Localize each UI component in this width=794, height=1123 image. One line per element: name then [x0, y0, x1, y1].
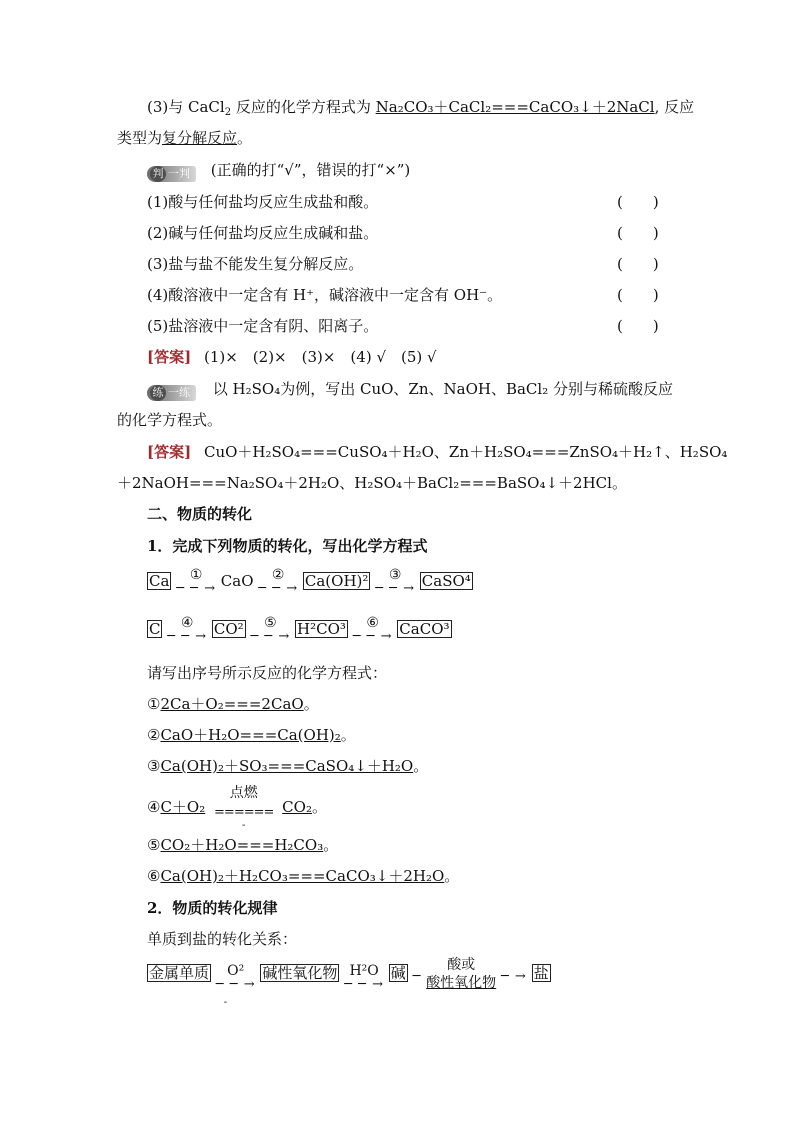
- equation-number: ⑥: [147, 867, 161, 885]
- practice-tag-big: 练: [150, 385, 166, 401]
- judge-paren: ( ): [617, 224, 659, 242]
- q3-mid: 反应的化学方程式为: [231, 98, 376, 116]
- equation-end: 。: [444, 867, 460, 885]
- judge-paren: ( ): [617, 286, 659, 304]
- chain-arrow: ⑥ ─ ─ →: [352, 615, 393, 644]
- q3-line2: [117, 128, 252, 148]
- q3-prefix: (3)与 CaCl: [147, 98, 225, 116]
- chain-node: 金属单质: [149, 964, 210, 982]
- section-heading: 二、物质的转化: [147, 505, 253, 523]
- answer-label: [答案]: [147, 443, 192, 461]
- judge-item: (3)盐与盐不能发生复分解反应。: [147, 255, 364, 273]
- judge-item: (5)盐溶液中一定含有阴、阳离子。: [147, 317, 379, 335]
- equation-4: [147, 784, 327, 830]
- practice-line2: 的化学方程式。: [117, 411, 223, 429]
- judge-tag-big: 判: [150, 166, 166, 182]
- arrow-label: ②: [271, 567, 285, 583]
- judge-answer: [147, 347, 437, 367]
- practice-answer-line2: ＋2NaOH===Na₂SO₄＋2H₂O、H₂SO₄＋BaCl₂===BaSO₄↓＋2HCl。: [117, 474, 627, 492]
- answer-label: [答案]: [147, 348, 192, 366]
- equation-text: CO₂＋H₂O===H₂CO₃: [160, 836, 324, 854]
- q3-after: , 反应: [654, 98, 695, 116]
- chain-arrow: H²O ─ ─ →: [344, 963, 384, 992]
- practice-tag-small: 一练: [168, 386, 190, 399]
- conversion-chain-3: [147, 956, 551, 1008]
- judge-instruction: (正确的打“√”，错误的打“×”): [210, 161, 411, 179]
- chain-node: CaCO³: [399, 620, 450, 638]
- q3-equation: Na₂CO₃＋CaCl₂===CaCO₃↓＋2NaCl: [375, 98, 655, 116]
- equation-end: 。: [340, 726, 356, 744]
- equation-right: CO₂: [282, 798, 312, 816]
- chain-arrow: O² ─ ─ → -: [215, 963, 256, 1008]
- chain-node: Ca: [149, 572, 170, 590]
- equation-number: ①: [147, 695, 161, 713]
- equation-text: Ca(OH)₂＋SO₃===CaSO₄↓＋H₂O: [160, 757, 414, 775]
- arrow-label: ⑥: [366, 615, 379, 631]
- equation-2: [147, 725, 356, 745]
- q3-line2-prefix: 类型为: [117, 129, 163, 147]
- practice-answer-line1: [147, 442, 727, 462]
- conversion-chain-1: [147, 566, 473, 596]
- equation-text: CaO＋H₂O===Ca(OH)₂: [160, 726, 341, 744]
- equation-number: ⑤: [147, 836, 161, 854]
- judge-item: (1)酸与任何盐均反应生成盐和酸。: [147, 193, 379, 211]
- chain-node: 碱: [390, 964, 406, 982]
- equation-number: ②: [147, 726, 161, 744]
- arrow-label: ①: [189, 567, 203, 583]
- q3-answer: 复分解反应: [162, 129, 238, 147]
- condition-bottom: 酸性氧化物: [426, 975, 497, 991]
- condition-text: 点燃: [229, 785, 258, 801]
- chain-node: 碱性氧化物: [262, 964, 338, 982]
- judge-paren: ( ): [617, 317, 659, 335]
- chain-node: 盐: [533, 964, 549, 982]
- rule-intro: 单质到盐的转化关系：: [147, 930, 298, 948]
- equation-end: 。: [323, 836, 339, 854]
- equation-6: [147, 866, 459, 886]
- chain-arrow: ③ ─ ─ →: [375, 567, 415, 596]
- chain-arrow: ─: [412, 969, 422, 984]
- judge-paren: ( ): [617, 255, 659, 273]
- equation-1: [147, 694, 319, 714]
- equation-end: 。: [311, 798, 327, 816]
- equation-end: 。: [303, 695, 319, 713]
- equation-end: 。: [413, 757, 429, 775]
- equation-left: C＋O₂: [160, 798, 206, 816]
- chain-arrow-condition: [426, 956, 496, 992]
- equations-prompt: 请写出序号所示反应的化学方程式：: [147, 664, 388, 682]
- arrow-label: ③: [388, 567, 402, 583]
- arrow-label: ⑤: [264, 615, 277, 631]
- equation-text: Ca(OH)₂＋H₂CO₃===CaCO₃↓＋2H₂O: [160, 867, 445, 885]
- judge-paren: ( ): [617, 193, 659, 211]
- equation-5: [147, 835, 338, 855]
- subheading-2: 2．物质的转化规律: [147, 899, 278, 917]
- chain-arrow: ⑤ ─ ─ →: [250, 615, 291, 644]
- equation-3: [147, 756, 428, 776]
- equation-text: 2Ca＋O₂===2CaO: [160, 695, 304, 713]
- judge-answer-text: (1)× (2)× (3)× (4) √ (5) √: [203, 348, 437, 366]
- judge-item: (2)碱与任何盐均反应生成碱和盐。: [147, 224, 379, 242]
- q3-prefix-sub: 2: [224, 107, 232, 118]
- chain-node: C: [149, 620, 161, 638]
- arrow-label: ④: [180, 615, 194, 631]
- q3-line2-end: 。: [237, 129, 253, 147]
- equation-number: ③: [147, 757, 161, 775]
- judge-tag: [147, 166, 196, 182]
- practice-tag: [147, 385, 196, 401]
- chain-node: CaSO⁴: [421, 572, 471, 590]
- chain-arrow: ─ →: [500, 969, 527, 984]
- chain-node: CaO: [220, 572, 254, 590]
- judge-item: (4)酸溶液中一定含有 H⁺，碱溶液中一定含有 OH⁻。: [147, 286, 503, 304]
- q3-line1: [147, 97, 694, 117]
- chain-arrow: ② ─ ─ →: [258, 567, 299, 596]
- subheading-1: 1．完成下列物质的转化，写出化学方程式: [147, 537, 428, 555]
- arrow-label: H²O: [349, 963, 379, 979]
- reaction-condition: 点燃 ====== -: [214, 785, 274, 831]
- practice-question: 以 H₂SO₄为例，写出 CuO、Zn、NaOH、BaCl₂ 分别与稀硫酸反应: [212, 380, 673, 398]
- chain-arrow: ① ─ ─ →: [176, 567, 217, 596]
- practice-line1: [147, 379, 673, 401]
- chain-node: CO²: [213, 620, 244, 638]
- chain-node: H²CO³: [297, 620, 346, 638]
- judge-tag-small: 一判: [168, 167, 190, 180]
- arrow-label: O²: [227, 963, 245, 979]
- chain-node: Ca(OH)²: [304, 572, 369, 590]
- conversion-chain-2: [147, 614, 452, 644]
- condition-top: 酸或: [447, 957, 476, 973]
- equation-number: ④: [147, 798, 161, 816]
- chain-arrow: ④ ─ ─ →: [167, 615, 208, 644]
- judge-header: [147, 160, 410, 182]
- practice-answer-text: CuO＋H₂SO₄===CuSO₄＋H₂O、Zn＋H₂SO₄===ZnSO₄＋H₂↑、H₂SO₄: [203, 443, 728, 461]
